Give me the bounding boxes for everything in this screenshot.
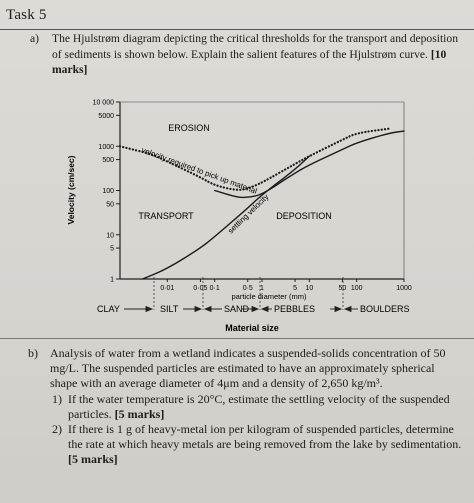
arrow-sand-l-head — [205, 307, 211, 312]
task-title: Task 5 — [6, 7, 47, 23]
y-tick-label: 10 — [106, 232, 114, 240]
part-2-text: If there is 1 g of heavy-metal ion per kilogram of suspended particles, determine the rate at which heavy metals are being removed from the lake by sedimentation. — [68, 422, 462, 452]
x-axis-title: particle diameter (mm) — [231, 292, 307, 301]
y-tick-label: 5000 — [98, 112, 114, 120]
x-tick-label: 1 — [260, 285, 264, 292]
arrow-pebbles-r-head — [335, 307, 341, 312]
y-tick-label: 10 000 — [92, 99, 114, 107]
part-2-marks: [5 marks] — [68, 452, 118, 467]
question-a-label: a) — [30, 32, 40, 45]
y-axis-title: Velocity (cm/sec) — [66, 155, 76, 225]
class-boulders: BOULDERS — [360, 304, 410, 314]
y-tick-label: 50 — [106, 201, 114, 209]
x-tick-label: 50 — [338, 285, 347, 292]
x-tick-label: 0·5 — [242, 285, 253, 292]
x-tick-label: 100 — [350, 285, 363, 292]
region-erosion: EROSION — [168, 123, 210, 133]
arrow-clay-head — [146, 307, 152, 312]
x-tick-label: 5 — [293, 285, 298, 292]
question-b-text: Analysis of water from a wetland indicates a suspended-solids concentration of 50 mg/L. The suspended particles are estimated to have an approximately spherical shape with an average diameter of 4μm and a density of 2,650 kg/m³. — [50, 346, 446, 391]
question-b-label: b) — [28, 346, 38, 360]
question-a-body: The Hjulstrøm diagram depicting the critical thresholds for the transport and deposition of sediments is shown below. Explain the salient features of the Hjulstrøm curve. — [52, 32, 459, 61]
x-tick-label: 0·1 — [209, 285, 220, 292]
section-divider — [0, 338, 474, 339]
part-1-text: If the water temperature is 20°C, estimate the settling velocity of the suspended particles. — [68, 391, 450, 421]
x-tick-label: 1000 — [396, 285, 412, 292]
arrow-sand-r-head — [252, 307, 258, 312]
question-b-part-2 — [52, 422, 464, 468]
x-tick-label: 0·05 — [193, 285, 208, 292]
y-tick-label: 500 — [102, 157, 114, 165]
part-1-marks: [5 marks] — [114, 406, 165, 421]
part-1-number: 1) — [52, 391, 62, 406]
diagram-caption: Material size — [225, 323, 279, 333]
y-tick-label: 5 — [110, 245, 114, 253]
settling-curve-label: settling velocity — [226, 192, 271, 236]
arrow-pebbles-l-head — [262, 307, 268, 312]
class-pebbles: PEBBLES — [274, 304, 316, 314]
x-tick-label: 0·01 — [160, 285, 175, 292]
question-b — [28, 346, 464, 468]
class-silt: SILT — [160, 304, 179, 314]
part-2-number: 2) — [52, 422, 62, 437]
pickup-curve-label: velocity required to pick up material — [140, 145, 259, 196]
region-deposition: DEPOSITION — [276, 211, 332, 221]
arrow-boulders-l-head — [345, 307, 351, 312]
class-sand: SAND — [224, 304, 250, 314]
question-a-marks: [10 marks] — [52, 47, 447, 76]
region-transport: TRANSPORT — [138, 211, 194, 221]
y-tick-label: 1 — [110, 276, 114, 284]
question-b-part-1 — [52, 391, 464, 422]
class-clay: CLAY — [97, 304, 120, 314]
x-tick-label: 10 — [305, 285, 314, 292]
y-tick-label: 100 — [102, 188, 114, 196]
y-tick-label: 1000 — [98, 143, 114, 151]
arrow-silt-r-head — [195, 307, 201, 312]
y-tick-group — [93, 100, 120, 284]
x-tick-group — [160, 279, 412, 292]
